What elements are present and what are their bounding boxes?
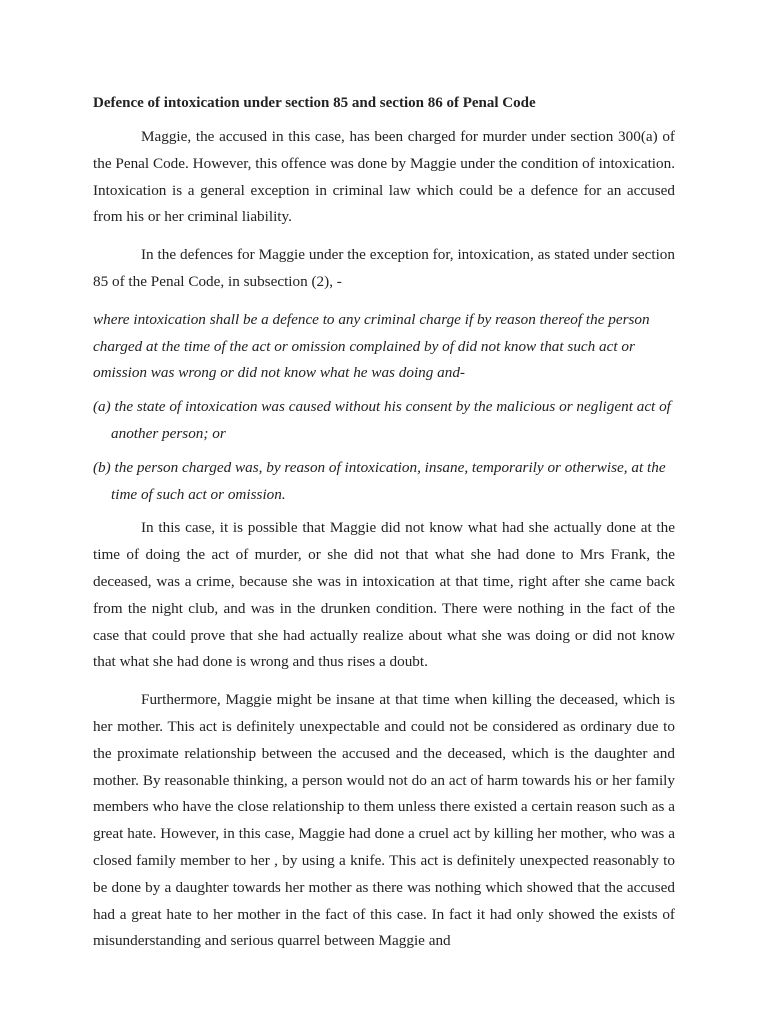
paragraph-4: Furthermore, Maggie might be insane at that time when killing the deceased, which is her mother. This act is definitely unexpectable and could not be considered as ordinary due to the proximate relationship between the accused and the deceased, which is the daughter and mother. By reasonable thinking, a person would not do an act of harm towards his or her family members who have the close relationship to them unless there existed a certain reason such as a great hate. However, in this case, Maggie had done a cruel act by killing her mother, who was a closed family member to her , by using a knife. This act is definitely unexpected reasonably to be done by a daughter towards her mother as there was nothing which showed that the accused had a great hate to her mother in the fact of this case. In fact it had only showed the exists of misunderstanding and serious quarrel between Maggie and: [93, 691, 675, 950]
statute-quote: where intoxication shall be a defence to any criminal charge if by reason thereof the person charged at the time of the act or omission complained by of did not know that such act or omission was wrong or did not know what he was doing and-: [93, 310, 650, 382]
statute-item-a: (a) the state of intoxication was caused without his consent by the malicious or negligent act of another person; or: [93, 398, 671, 442]
statute-item-b: (b) the person charged was, by reason of intoxication, insane, temporarily or otherwise, at the time of such act or omission.: [93, 458, 666, 503]
paragraph-3: In this case, it is possible that Maggie did not know what had she actually done at the time of doing the act of murder, or she did not that what she had done to Mrs Frank, the deceased, was a crime, because she was in intoxication at that time, right after she came back from the night club, and was in the drunken condition. There were nothing in the fact of the case that could prove that she had actually realize about what she was doing or did not know that what she had done is wrong and thus rises a doubt.: [93, 519, 675, 671]
document-body: [93, 93, 675, 955]
document-heading: Defence of intoxication under section 85 and section 86 of Penal Code: [93, 95, 536, 111]
paragraph-2: In the defences for Maggie under the exception for, intoxication, as stated under section 85 of the Penal Code, in subsection (2), -: [93, 246, 675, 290]
paragraph-1: Maggie, the accused in this case, has been charged for murder under section 300(a) of the Penal Code. However, this offence was done by Maggie under the condition of intoxication. Intoxication is a general exception in criminal law which could be a defence for an accused from his or her criminal liability.: [93, 128, 675, 226]
